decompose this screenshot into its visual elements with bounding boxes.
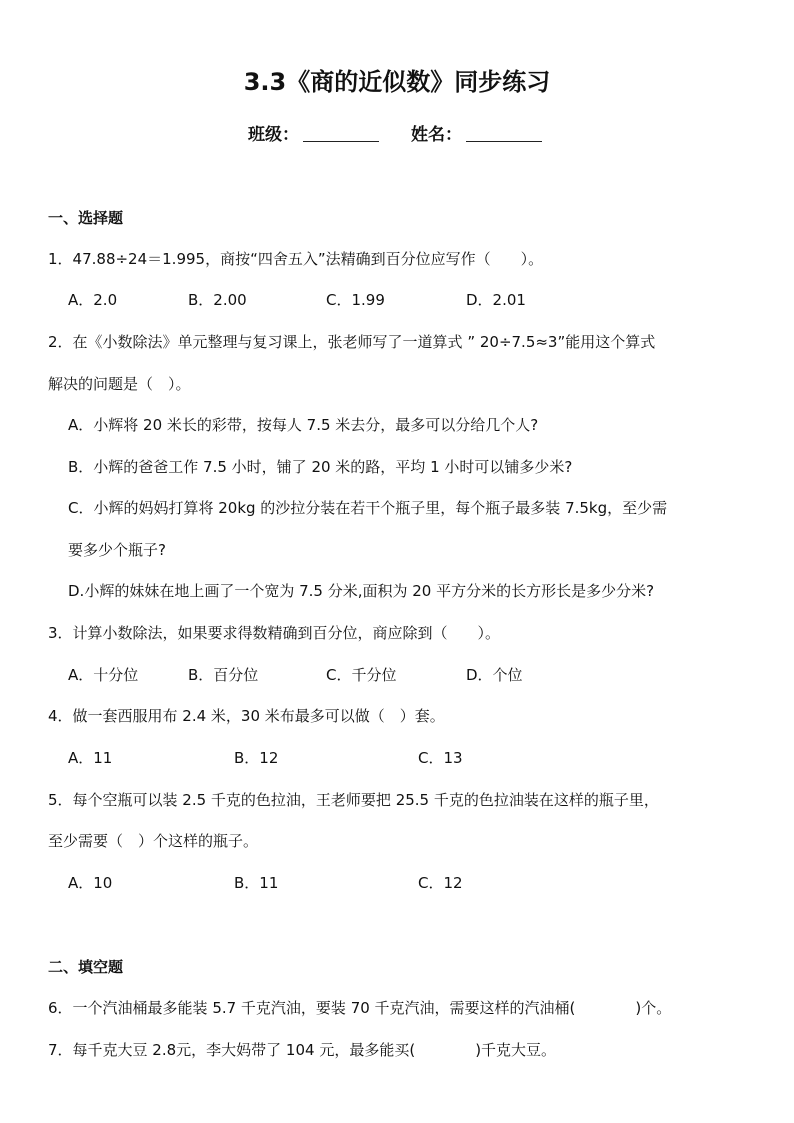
q5-option-b[interactable]: B．11 bbox=[234, 874, 279, 892]
question-1: 1．47.88÷24＝1.995，商按“四舍五入”法精确到百分位应写作（ ）。 bbox=[48, 250, 544, 268]
question-6: 6．一个汽油桶最多能装 5.7 千克汽油，要装 70 千克汽油，需要这样的汽油桶( )个。 bbox=[48, 999, 672, 1017]
q2-option-b[interactable]: B．小辉的爸爸工作 7.5 小时，铺了 20 米的路，平均 1 小时可以铺多少米? bbox=[68, 458, 573, 476]
q4-option-a[interactable]: A．11 bbox=[68, 749, 113, 767]
q2-option-c-line-2[interactable]: 要多少个瓶子? bbox=[68, 541, 166, 559]
q5-option-a[interactable]: A．10 bbox=[68, 874, 113, 892]
q2-option-d[interactable]: D.小辉的妹妹在地上画了一个宽为 7.5 分米,面积为 20 平方分米的长方形长是多少分米? bbox=[68, 582, 655, 600]
section-heading-fill: 二、填空题 bbox=[48, 958, 124, 976]
q1-option-b[interactable]: B．2.00 bbox=[188, 291, 247, 309]
q4-option-c[interactable]: C．13 bbox=[418, 749, 463, 767]
q3-option-b[interactable]: B．百分位 bbox=[188, 666, 259, 684]
question-2-line-2: 解决的问题是（ ）。 bbox=[48, 375, 191, 393]
question-5-line-2: 至少需要（ ）个这样的瓶子。 bbox=[48, 832, 259, 850]
question-7: 7．每千克大豆 2.8元，李大妈带了 104 元，最多能买( )千克大豆。 bbox=[48, 1041, 557, 1059]
q1-option-a[interactable]: A．2.0 bbox=[68, 291, 118, 309]
question-2-line-1: 2．在《小数除法》单元整理与复习课上，张老师写了一道算式 ” 20÷7.5≈3”能用这个算式 bbox=[48, 333, 656, 351]
student-info bbox=[0, 120, 794, 145]
question-4: 4．做一套西服用布 2.4 米，30 米布最多可以做（ ）套。 bbox=[48, 707, 445, 725]
q3-option-c[interactable]: C．千分位 bbox=[326, 666, 397, 684]
class-label: 班级： bbox=[248, 125, 299, 145]
class-blank[interactable] bbox=[303, 127, 379, 142]
q4-option-b[interactable]: B．12 bbox=[234, 749, 279, 767]
q3-option-a[interactable]: A．十分位 bbox=[68, 666, 139, 684]
q1-option-c[interactable]: C．1.99 bbox=[326, 291, 385, 309]
q2-option-a[interactable]: A．小辉将 20 米长的彩带，按每人 7.5 米去分，最多可以分给几个人? bbox=[68, 416, 539, 434]
question-3: 3．计算小数除法，如果要求得数精确到百分位，商应除到（ ）。 bbox=[48, 624, 501, 642]
q2-option-c-line-1[interactable]: C．小辉的妈妈打算将 20kg 的沙拉分装在若干个瓶子里，每个瓶子最多装 7.5kg，至少需 bbox=[68, 499, 668, 517]
q1-option-d[interactable]: D．2.01 bbox=[466, 291, 526, 309]
q5-option-c[interactable]: C．12 bbox=[418, 874, 463, 892]
section-heading-choice: 一、选择题 bbox=[48, 209, 124, 227]
name-label: 姓名： bbox=[411, 125, 462, 145]
q3-option-d[interactable]: D．个位 bbox=[466, 666, 523, 684]
page-title: 3.3《商的近似数》同步练习 bbox=[243, 68, 551, 96]
name-blank[interactable] bbox=[466, 127, 542, 142]
question-5-line-1: 5．每个空瓶可以装 2.5 千克的色拉油，王老师要把 25.5 千克的色拉油装在这样的瓶子里， bbox=[48, 791, 659, 809]
